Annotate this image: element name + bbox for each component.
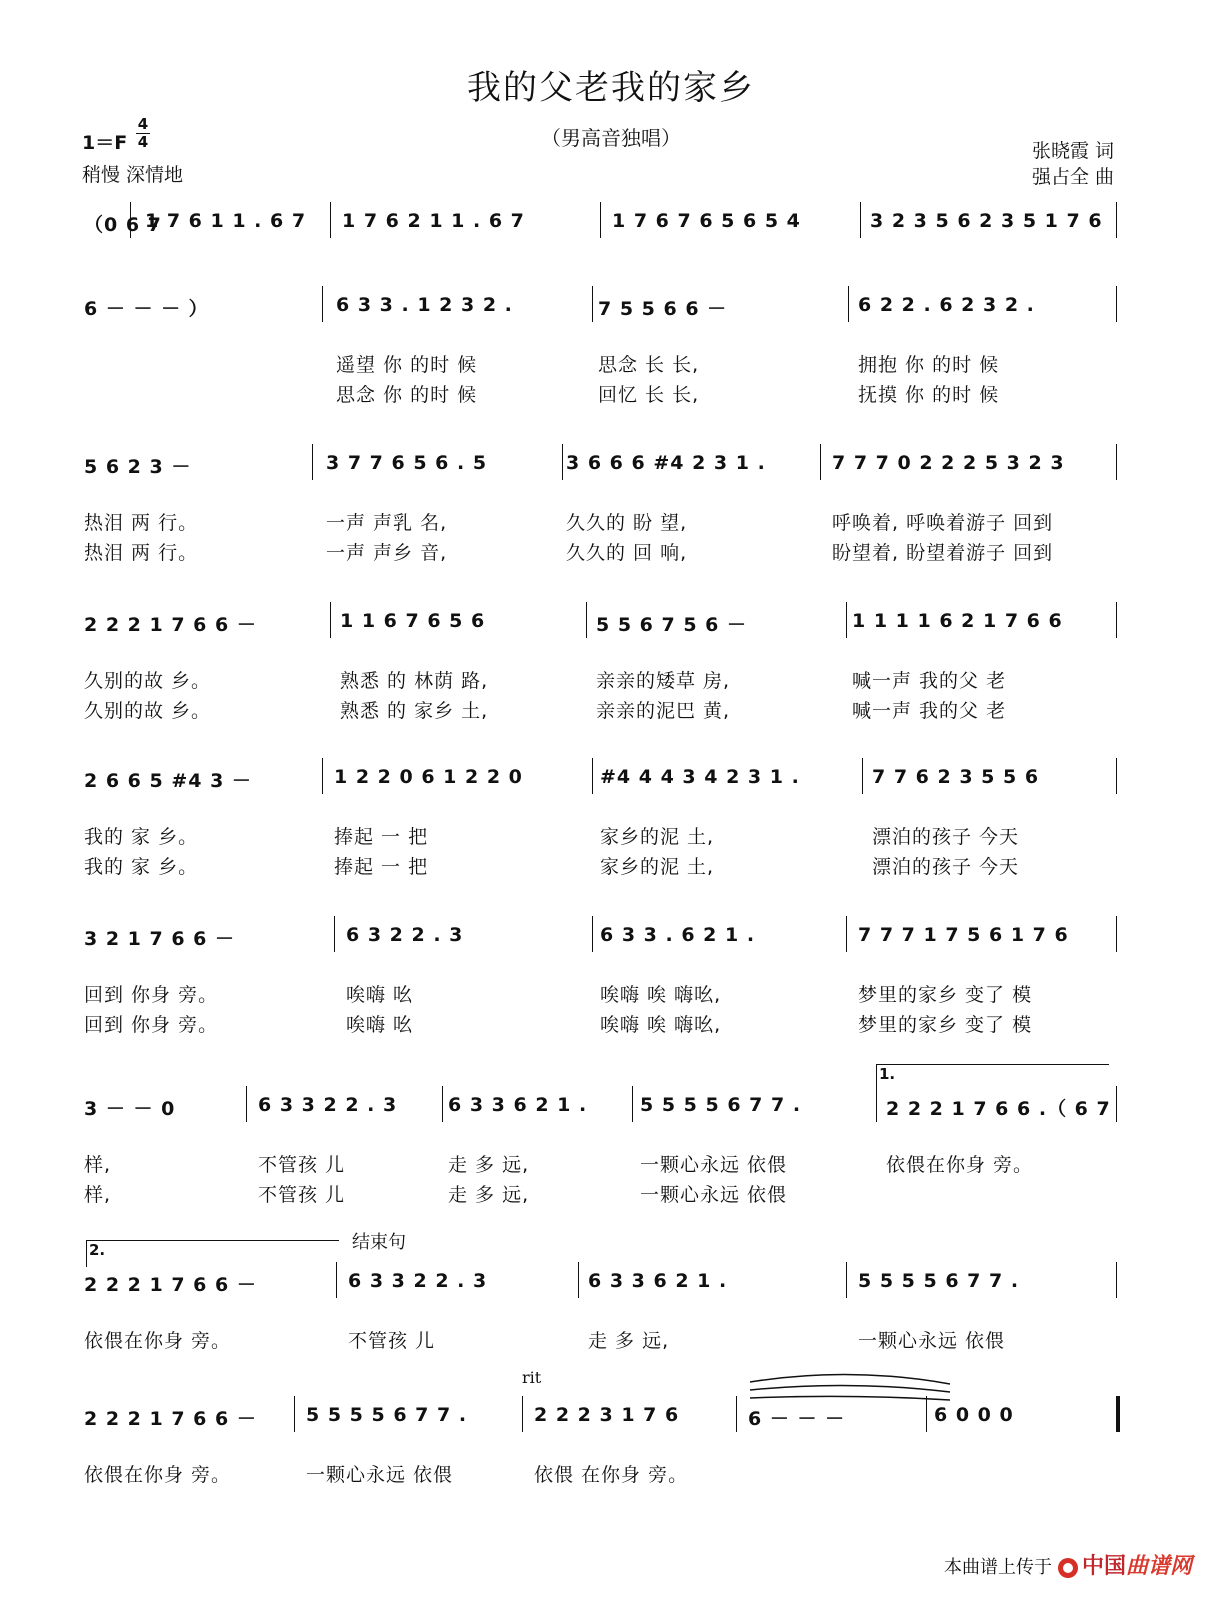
ritardando-mark: rit: [522, 1368, 542, 1387]
lyric-verse-1: 唉嗨 唉 嗨吆,: [600, 984, 722, 1006]
lyric-verse-2: 思念 你 的时 候: [336, 384, 478, 406]
measure-notes: 2 2 2 1 7 6 6 －: [84, 1274, 257, 1296]
lyric-verse-1: 热泪 两 行。: [84, 512, 199, 534]
measure-notes: 7 7 7 1 7 5 6 1 7 6: [858, 924, 1069, 946]
measure-notes: 7 7 6 2 3 5 5 6: [872, 766, 1040, 788]
song-subtitle: （男高音独唱）: [541, 126, 681, 150]
key-signature: 1＝F: [82, 132, 128, 154]
measure-notes: 6 3 3 2 2 . 3: [348, 1270, 488, 1292]
song-title: 我的父老我的家乡: [467, 68, 755, 108]
time-signature-top: 4: [137, 115, 149, 133]
ending-label: 结束句: [352, 1232, 406, 1253]
measure-notes: 6 3 3 6 2 1 .: [448, 1094, 588, 1116]
measure-notes: 7 5 5 6 6 －: [598, 298, 728, 320]
measure-notes: 5 5 5 5 6 7 7 .: [640, 1094, 802, 1116]
lyric-verse-1: 依偎 在你身 旁。: [534, 1464, 689, 1486]
measure-notes: 6 3 3 6 2 1 .: [588, 1270, 728, 1292]
measure-notes: 3 7 7 6 5 6 . 5: [326, 452, 488, 474]
tempo-marking: 稍慢 深情地: [82, 164, 184, 186]
measure-notes: 3 6 6 6 #4 2 3 1 .: [566, 452, 766, 474]
lyric-verse-2: 久别的故 乡。: [84, 700, 212, 722]
lyric-verse-2: 捧起 一 把: [334, 856, 429, 878]
lyric-verse-1: 依偎在你身 旁。: [886, 1154, 1034, 1176]
second-ending-number: 2.: [89, 1241, 106, 1259]
lyric-verse-2: 亲亲的泥巴 黄,: [596, 700, 731, 722]
lyric-verse-1: 熟悉 的 林荫 路,: [340, 670, 489, 692]
lyric-verse-1: 一颗心永远 依偎: [858, 1330, 1006, 1352]
measure-notes: 2 2 2 1 7 6 6 －: [84, 614, 257, 636]
footer-site-name-a: 中国: [1081, 1554, 1126, 1579]
footer-upload: [944, 1549, 1192, 1580]
site-logo-icon: [1058, 1558, 1078, 1578]
decrescendo-hairpin-mid: [750, 1385, 950, 1392]
lyric-verse-2: 我的 家 乡。: [84, 856, 199, 878]
lyric-verse-1: 样,: [84, 1154, 112, 1176]
measure-notes: 2 6 6 5 #4 3 －: [84, 770, 252, 792]
lyric-verse-1: 梦里的家乡 变了 模: [858, 984, 1033, 1006]
lyric-verse-2: 喊一声 我的父 老: [852, 700, 1007, 722]
lyric-verse-2: 唉嗨 吆: [346, 1014, 414, 1036]
measure-notes: 5 5 5 5 6 7 7 .: [858, 1270, 1020, 1292]
lyric-verse-2: 唉嗨 唉 嗨吆,: [600, 1014, 722, 1036]
lyric-verse-2: 样,: [84, 1184, 112, 1206]
lyric-verse-1: 一颗心永远 依偎: [306, 1464, 454, 1486]
measure-notes: 2 2 2 1 7 6 6 .（ 6 7: [886, 1098, 1111, 1120]
lyric-verse-2: 一颗心永远 依偎: [640, 1184, 788, 1206]
measure-notes: 6 3 3 . 1 2 3 2 .: [336, 294, 513, 316]
measure-notes: 6 0 0 0: [934, 1404, 1014, 1426]
lyric-verse-2: 盼望着, 盼望着游子 回到: [832, 542, 1054, 564]
decrescendo-hairpin-top: [750, 1374, 950, 1384]
measure-notes: 3 2 3 5 6 2 3 5 1 7 6: [870, 210, 1103, 232]
lyric-verse-2: 不管孩 儿: [258, 1184, 346, 1206]
lyric-verse-1: 依偎在你身 旁。: [84, 1330, 232, 1352]
lyric-verse-1: 久久的 盼 望,: [566, 512, 688, 534]
lyric-verse-1: 一声 声乳 名,: [326, 512, 448, 534]
lyricist-credit: 张晓霞 词: [1031, 140, 1114, 162]
measure-notes: 6 3 3 2 2 . 3: [258, 1094, 398, 1116]
measure-notes: 6 － － －: [748, 1408, 846, 1430]
measure-notes: 1 7 6 1 1 . 6 7: [145, 210, 307, 232]
lyric-verse-1: 一颗心永远 依偎: [640, 1154, 788, 1176]
measure-notes: 6 2 2 . 6 2 3 2 .: [858, 294, 1035, 316]
lyric-verse-2: 一声 声乡 音,: [326, 542, 448, 564]
lyric-verse-1: 亲亲的矮草 房,: [596, 670, 731, 692]
measure-notes: 1 2 2 0 6 1 2 2 0: [334, 766, 523, 788]
measure-notes: 1 7 6 2 1 1 . 6 7: [342, 210, 525, 232]
lyric-verse-2: 回忆 长 长,: [598, 384, 700, 406]
lyric-verse-1: 喊一声 我的父 老: [852, 670, 1007, 692]
decrescendo-hairpin-low: [750, 1396, 950, 1400]
measure-notes: 1 1 1 1 6 2 1 7 6 6: [852, 610, 1063, 632]
first-ending-number: 1.: [879, 1065, 896, 1083]
measure-notes: 5 6 2 3 －: [84, 456, 192, 478]
lyric-verse-2: 家乡的泥 土,: [600, 856, 715, 878]
lyric-verse-1: 遥望 你 的时 候: [336, 354, 478, 376]
lyric-verse-1: 唉嗨 吆: [346, 984, 414, 1006]
lyric-verse-1: 不管孩 儿: [348, 1330, 436, 1352]
lyric-verse-1: 依偎在你身 旁。: [84, 1464, 232, 1486]
lyric-verse-1: 回到 你身 旁。: [84, 984, 219, 1006]
lyric-verse-2: 抚摸 你 的时 候: [858, 384, 1000, 406]
lyric-verse-2: 漂泊的孩子 今天: [872, 856, 1020, 878]
measure-notes: 3 － － 0: [84, 1098, 176, 1120]
measure-notes: 6 － － － ）: [84, 298, 209, 320]
lyric-verse-2: 熟悉 的 家乡 土,: [340, 700, 489, 722]
lyric-verse-1: 拥抱 你 的时 候: [858, 354, 1000, 376]
lyric-verse-2: 梦里的家乡 变了 模: [858, 1014, 1033, 1036]
time-signature-bottom: 4: [137, 133, 149, 151]
lyric-verse-1: 久别的故 乡。: [84, 670, 212, 692]
lyric-verse-1: 我的 家 乡。: [84, 826, 199, 848]
measure-notes: 5 5 5 5 6 7 7 .: [306, 1404, 468, 1426]
lyric-verse-1: 漂泊的孩子 今天: [872, 826, 1020, 848]
lyric-verse-2: 热泪 两 行。: [84, 542, 199, 564]
lyric-verse-1: 走 多 远,: [588, 1330, 670, 1352]
lyric-verse-1: 家乡的泥 土,: [600, 826, 715, 848]
lyric-verse-1: 走 多 远,: [448, 1154, 530, 1176]
measure-notes: 7 7 7 0 2 2 2 5 3 2 3: [832, 452, 1065, 474]
lyric-verse-1: 捧起 一 把: [334, 826, 429, 848]
measure-notes: 2 2 2 1 7 6 6 －: [84, 1408, 257, 1430]
footer-upload-text: 本曲谱上传于: [943, 1557, 1052, 1578]
measure-notes: 2 2 2 3 1 7 6: [534, 1404, 680, 1426]
measure-notes: 6 3 3 . 6 2 1 .: [600, 924, 756, 946]
measure-notes: 5 5 6 7 5 6 －: [596, 614, 748, 636]
measure-notes: 6 3 2 2 . 3: [346, 924, 464, 946]
lyric-verse-2: 久久的 回 响,: [566, 542, 688, 564]
footer-site-name-b: 曲谱网: [1125, 1554, 1192, 1579]
composer-credit: 强占全 曲: [1031, 166, 1114, 188]
measure-notes: 3 2 1 7 6 6 －: [84, 928, 236, 950]
lyric-verse-1: 不管孩 儿: [258, 1154, 346, 1176]
lyric-verse-1: 呼唤着, 呼唤着游子 回到: [832, 512, 1054, 534]
measure-notes: （0 6 7: [84, 214, 162, 236]
lyric-verse-2: 走 多 远,: [448, 1184, 530, 1206]
measure-notes: #4 4 4 3 4 2 3 1 .: [600, 766, 800, 788]
measure-notes: 1 7 6 7 6 5 6 5 4: [612, 210, 801, 232]
lyric-verse-1: 思念 长 长,: [598, 354, 700, 376]
measure-notes: 1 1 6 7 6 5 6: [340, 610, 486, 632]
lyric-verse-2: 回到 你身 旁。: [84, 1014, 219, 1036]
